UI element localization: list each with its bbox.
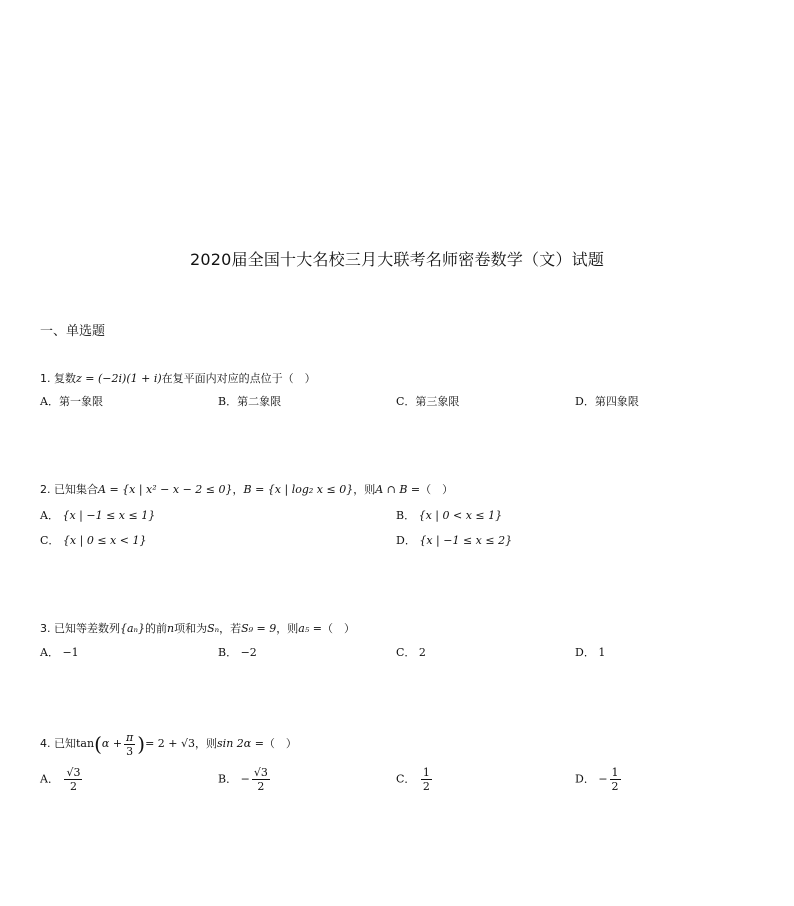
option-fraction (252, 766, 270, 793)
option-label: B． (218, 772, 238, 786)
option-formula: {x | 0 ≤ x < 1} (62, 534, 147, 547)
question-3-option-c[interactable] (396, 644, 426, 662)
option-label: C． (396, 395, 416, 408)
right-paren: ) (137, 732, 146, 756)
fraction-numerator: √3 (253, 766, 268, 779)
option-label: C． (396, 772, 416, 786)
question-4-option-d[interactable] (575, 766, 623, 793)
option-label: C． (40, 534, 60, 547)
sequence-formula: {aₙ} (120, 622, 146, 635)
option-label: B． (218, 395, 238, 408)
stem-text: （ ） (263, 737, 297, 750)
option-fraction (64, 766, 82, 793)
question-number: 1. (40, 372, 51, 385)
stem-formula: z = (−2i)(1 + i) (76, 372, 162, 385)
option-text: 第一象限 (58, 395, 103, 408)
stem-text: 已知等差数列 (54, 622, 120, 635)
stem-text: ，则 (353, 483, 376, 496)
option-value: −2 (240, 646, 257, 659)
option-value: −1 (62, 646, 79, 659)
angle-expr: α + (101, 737, 123, 750)
option-label: A． (40, 395, 59, 408)
option-label: A． (40, 646, 59, 659)
question-1-option-c[interactable] (396, 393, 459, 411)
question-4-option-a[interactable] (40, 766, 84, 793)
stem-text: （ ） (420, 483, 454, 496)
option-fraction (421, 766, 432, 793)
tan-function: tan (76, 737, 95, 750)
option-value: 1 (598, 646, 606, 659)
set-a-formula: A = {x | x² − x − 2 ≤ 0} (98, 483, 233, 496)
question-2-stem (40, 481, 453, 499)
fraction-numerator: 1 (422, 766, 430, 779)
option-value: 2 (418, 646, 426, 659)
fraction-numerator: π (126, 730, 134, 744)
question-number: 3. (40, 622, 51, 635)
stem-text: 项和为 (174, 622, 208, 635)
stem-formula: A ∩ B = (375, 483, 421, 496)
section-heading: 一、单选题 (40, 324, 106, 339)
question-3-option-d[interactable] (575, 644, 605, 662)
question-1-option-b[interactable] (218, 393, 281, 411)
fraction-denominator: 2 (611, 780, 619, 793)
option-label: D． (575, 772, 595, 786)
option-label: A． (40, 509, 59, 522)
stem-text: ，则 (276, 622, 299, 635)
option-label: D． (396, 534, 416, 547)
option-label: B． (396, 509, 416, 522)
condition-formula: S₉ = 9 (241, 622, 277, 635)
question-4-stem (40, 730, 297, 758)
variable-n: n (167, 622, 175, 635)
left-paren: ( (94, 732, 102, 756)
stem-text: 已知集合 (54, 483, 98, 496)
stem-text: 的前 (145, 622, 168, 635)
sum-formula: Sₙ (207, 622, 220, 635)
fraction-denominator: 3 (126, 744, 134, 758)
option-label: C． (396, 646, 416, 659)
question-3-stem (40, 620, 355, 638)
fraction-numerator: √3 (66, 766, 81, 779)
option-formula: {x | −1 ≤ x ≤ 2} (419, 534, 513, 547)
question-1-stem (40, 370, 316, 388)
option-formula: {x | 0 < x ≤ 1} (418, 509, 503, 522)
option-sign: − (240, 772, 250, 786)
question-3-option-b[interactable] (218, 644, 257, 662)
target-formula: sin 2α = (217, 737, 264, 750)
option-formula: {x | −1 ≤ x ≤ 1} (62, 509, 156, 522)
set-b-formula: B = {x | log₂ x ≤ 0} (243, 483, 354, 496)
question-1-option-d[interactable] (575, 393, 639, 411)
option-sign: − (598, 772, 608, 786)
option-label: D． (575, 395, 595, 408)
option-text: 第四象限 (594, 395, 639, 408)
stem-text: （ ） (321, 622, 355, 635)
option-text: 第二象限 (237, 395, 282, 408)
question-2-option-b[interactable] (396, 507, 502, 525)
option-label: A． (40, 772, 59, 786)
question-number: 4. (40, 737, 51, 750)
stem-text: ，若 (219, 622, 242, 635)
fraction-denominator: 2 (257, 780, 265, 793)
fraction-denominator: 2 (69, 780, 77, 793)
target-formula: a₅ = (298, 622, 322, 635)
stem-text: 复数 (54, 372, 76, 385)
question-2-option-c[interactable] (40, 532, 146, 550)
question-3-option-a[interactable] (40, 644, 79, 662)
question-2-option-d[interactable] (396, 532, 512, 550)
fraction-numerator: 1 (611, 766, 619, 779)
stem-text: ， (232, 483, 244, 496)
option-label: D． (575, 646, 595, 659)
fraction-denominator: 2 (422, 780, 430, 793)
question-1-option-a[interactable] (40, 393, 103, 411)
question-4-option-b[interactable] (218, 766, 272, 793)
option-fraction (610, 766, 621, 793)
page-title: 2020届全国十大名校三月大联考名师密卷数学（文）试题 (189, 250, 605, 269)
stem-text: 在复平面内对应的点位于（ ） (161, 372, 316, 385)
option-label: B． (218, 646, 238, 659)
question-4-option-c[interactable] (396, 766, 434, 793)
stem-text: 已知 (54, 737, 76, 750)
option-text: 第三象限 (415, 395, 460, 408)
question-number: 2. (40, 483, 51, 496)
question-2-option-a[interactable] (40, 507, 155, 525)
stem-text: ，则 (195, 737, 218, 750)
pi-over-three (124, 731, 135, 758)
rhs-formula: = 2 + √3 (145, 737, 196, 750)
